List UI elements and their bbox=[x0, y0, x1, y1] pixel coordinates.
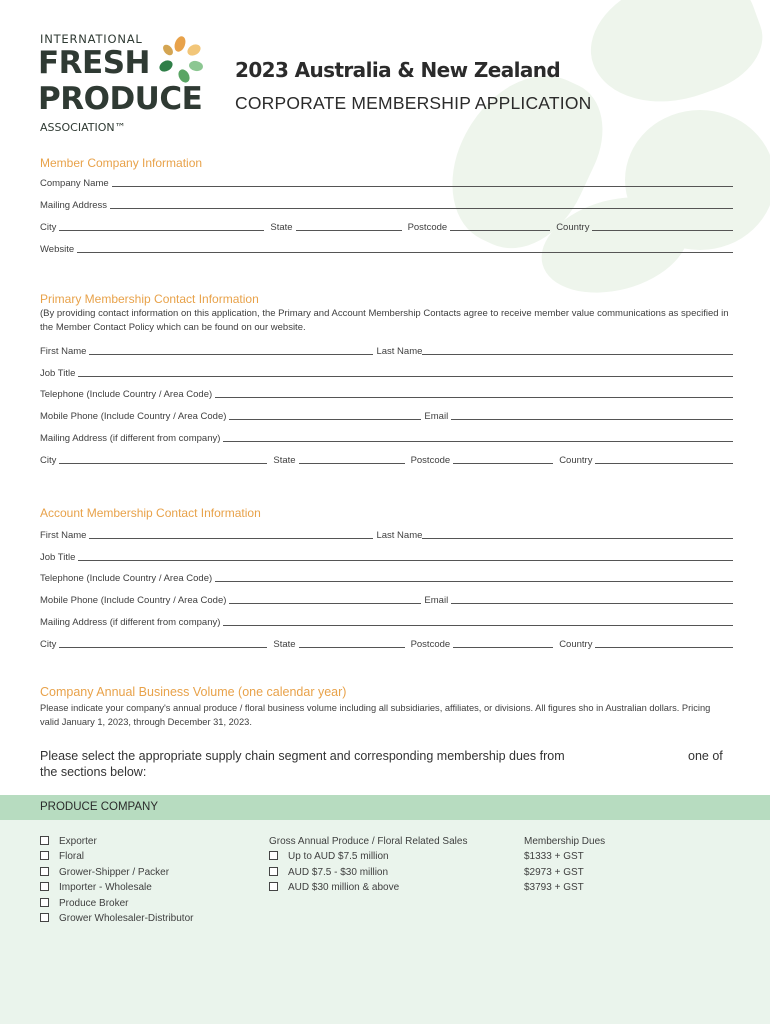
first-name-label: First Name bbox=[40, 346, 87, 357]
country-field[interactable] bbox=[595, 463, 733, 464]
checkbox-icon[interactable] bbox=[40, 898, 49, 907]
state-label: State bbox=[273, 639, 296, 650]
state-label: State bbox=[273, 455, 296, 466]
logo-text-produce: PRODUCE bbox=[38, 81, 203, 117]
email-field[interactable] bbox=[451, 419, 733, 420]
state-label: State bbox=[270, 222, 293, 233]
company-name-label: Company Name bbox=[40, 178, 109, 189]
checkbox-icon[interactable] bbox=[40, 882, 49, 891]
city-label: City bbox=[40, 455, 57, 466]
country-field[interactable] bbox=[592, 230, 733, 231]
postcode-label: Postcode bbox=[410, 455, 451, 466]
telephone-label: Telephone (Include Country / Area Code) bbox=[40, 389, 213, 400]
postcode-label: Postcode bbox=[410, 639, 451, 650]
primary-city-row bbox=[40, 452, 733, 466]
account-job-title-row bbox=[40, 549, 733, 563]
postcode-field[interactable] bbox=[453, 647, 553, 648]
mobile-field[interactable] bbox=[229, 419, 421, 420]
email-label: Email bbox=[424, 411, 449, 422]
website-row bbox=[40, 241, 733, 255]
last-name-field[interactable] bbox=[422, 354, 733, 355]
job-title-field[interactable] bbox=[78, 376, 733, 377]
city-label: City bbox=[40, 222, 57, 233]
business-volume-note: Please indicate your company's annual produce / floral business volume including all subsidiaries, affiliates, or divisions. All figures sho in Australian dollars. Pricing valid January 1, 2023, through December 31, 2023. bbox=[40, 703, 711, 727]
city-label: City bbox=[40, 639, 57, 650]
dues-column-header: Membership Dues bbox=[524, 836, 606, 847]
primary-mailing-row bbox=[40, 430, 733, 444]
logo-text-association: ASSOCIATION™ bbox=[40, 121, 126, 134]
segment-exporter[interactable]: Exporter bbox=[40, 836, 97, 847]
account-contact-section-title: Account Membership Contact Information bbox=[40, 506, 261, 520]
mobile-label: Mobile Phone (Include Country / Area Code) bbox=[40, 595, 227, 606]
telephone-field[interactable] bbox=[215, 581, 733, 582]
checkbox-icon[interactable] bbox=[40, 851, 49, 860]
mobile-field[interactable] bbox=[229, 603, 421, 604]
mailing-address-row bbox=[40, 197, 733, 211]
primary-contact-section-title: Primary Membership Contact Information bbox=[40, 292, 259, 306]
city-field[interactable] bbox=[59, 463, 267, 464]
city-field[interactable] bbox=[59, 647, 267, 648]
company-name-field[interactable] bbox=[112, 186, 733, 187]
account-mailing-row bbox=[40, 614, 733, 628]
dues-value-3: $3793 + GST bbox=[524, 882, 584, 893]
country-field[interactable] bbox=[595, 647, 733, 648]
mailing-address-field[interactable] bbox=[223, 441, 733, 442]
select-instruction bbox=[40, 748, 730, 780]
primary-name-row bbox=[40, 343, 733, 357]
primary-contact-note: (By providing contact information on this application, the Primary and Account Membership Contacts agree to receive member value communications as specified in the Member Contact Policy which can be found on our website. bbox=[40, 308, 729, 333]
mobile-label: Mobile Phone (Include Country / Area Code) bbox=[40, 411, 227, 422]
page-subtitle: CORPORATE MEMBERSHIP APPLICATION bbox=[235, 93, 592, 113]
website-field[interactable] bbox=[77, 252, 733, 253]
postcode-field[interactable] bbox=[450, 230, 550, 231]
last-name-label: Last Name bbox=[376, 530, 423, 541]
background-leaf-shape bbox=[575, 0, 770, 125]
state-field[interactable] bbox=[299, 647, 405, 648]
sales-option-3[interactable]: AUD $30 million & above bbox=[269, 882, 399, 893]
segment-grower-wholesaler[interactable]: Grower Wholesaler-Distributor bbox=[40, 913, 193, 924]
logo-text-fresh: FRESH bbox=[38, 45, 150, 81]
page-title: 2023 Australia & New Zealand bbox=[235, 58, 561, 82]
state-field[interactable] bbox=[296, 230, 402, 231]
city-field[interactable] bbox=[59, 230, 264, 231]
checkbox-icon[interactable] bbox=[40, 836, 49, 845]
job-title-label: Job Title bbox=[40, 552, 76, 563]
segment-importer[interactable]: Importer - Wholesale bbox=[40, 882, 152, 893]
primary-telephone-row bbox=[40, 386, 733, 400]
logo-petals-icon bbox=[156, 36, 204, 84]
mailing-address-field[interactable] bbox=[110, 208, 733, 209]
mailing-address-label: Mailing Address (if different from company) bbox=[40, 433, 221, 444]
account-name-row bbox=[40, 527, 733, 541]
telephone-field[interactable] bbox=[215, 397, 733, 398]
country-label: Country bbox=[556, 222, 590, 233]
job-title-field[interactable] bbox=[78, 560, 733, 561]
checkbox-icon[interactable] bbox=[40, 913, 49, 922]
state-field[interactable] bbox=[299, 463, 405, 464]
email-label: Email bbox=[424, 595, 449, 606]
logo-text-international: INTERNATIONAL bbox=[40, 32, 143, 46]
primary-mobile-row bbox=[40, 408, 733, 422]
website-label: Website bbox=[40, 244, 75, 255]
first-name-label: First Name bbox=[40, 530, 87, 541]
account-telephone-row bbox=[40, 570, 733, 584]
segment-produce-broker[interactable]: Produce Broker bbox=[40, 898, 128, 909]
first-name-field[interactable] bbox=[89, 538, 373, 539]
select-instruction-emphasis: one of bbox=[688, 749, 723, 763]
mailing-address-label: Mailing Address (if different from company) bbox=[40, 617, 221, 628]
dues-value-2: $2973 + GST bbox=[524, 867, 584, 878]
produce-company-header: PRODUCE COMPANY bbox=[40, 801, 158, 813]
segment-grower-shipper[interactable]: Grower-Shipper / Packer bbox=[40, 867, 169, 878]
country-label: Country bbox=[559, 639, 593, 650]
member-company-section-title: Member Company Information bbox=[40, 156, 203, 170]
last-name-field[interactable] bbox=[422, 538, 733, 539]
account-city-row bbox=[40, 636, 733, 650]
primary-job-title-row bbox=[40, 365, 733, 379]
account-mobile-row bbox=[40, 592, 733, 606]
sales-column-header: Gross Annual Produce / Floral Related Sales bbox=[269, 836, 468, 847]
select-instruction-end: the sections below: bbox=[40, 765, 147, 779]
last-name-label: Last Name bbox=[376, 346, 423, 357]
business-volume-section-title: Company Annual Business Volume (one calendar year) bbox=[40, 685, 347, 699]
checkbox-icon[interactable] bbox=[269, 882, 278, 891]
city-state-row bbox=[40, 219, 733, 233]
job-title-label: Job Title bbox=[40, 368, 76, 379]
telephone-label: Telephone (Include Country / Area Code) bbox=[40, 573, 213, 584]
mailing-address-label: Mailing Address bbox=[40, 200, 108, 211]
dues-value-1: $1333 + GST bbox=[524, 851, 584, 862]
email-field[interactable] bbox=[451, 603, 733, 604]
company-name-row bbox=[40, 175, 733, 189]
sales-option-1[interactable]: Up to AUD $7.5 million bbox=[269, 851, 389, 862]
mailing-address-field[interactable] bbox=[223, 625, 733, 626]
checkbox-icon[interactable] bbox=[40, 867, 49, 876]
postcode-field[interactable] bbox=[453, 463, 553, 464]
segment-floral[interactable]: Floral bbox=[40, 851, 84, 862]
first-name-field[interactable] bbox=[89, 354, 373, 355]
produce-company-header-band bbox=[0, 795, 770, 820]
checkbox-icon[interactable] bbox=[269, 851, 278, 860]
select-instruction-text: Please select the appropriate supply chain segment and corresponding membership dues from bbox=[40, 749, 565, 763]
postcode-label: Postcode bbox=[407, 222, 448, 233]
country-label: Country bbox=[559, 455, 593, 466]
checkbox-icon[interactable] bbox=[269, 867, 278, 876]
sales-option-2[interactable]: AUD $7.5 - $30 million bbox=[269, 867, 388, 878]
